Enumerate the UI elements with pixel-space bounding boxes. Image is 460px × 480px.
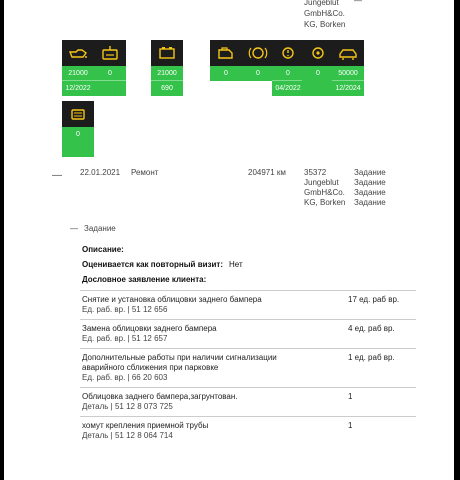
tile-value: 0 xyxy=(272,66,304,81)
previous-entry-dealer xyxy=(304,0,345,30)
entry-date: 22.01.2021 xyxy=(80,168,121,177)
list-item xyxy=(80,387,416,416)
task-toggle[interactable] xyxy=(70,224,116,233)
left-edge xyxy=(0,0,4,480)
service-tile-brake-fluid[interactable] xyxy=(62,101,94,157)
previous-entry-task: — xyxy=(354,0,362,5)
dealer-line: KG, Borken xyxy=(304,20,346,29)
item-quantity: 4 ед. раб вр. xyxy=(348,324,395,333)
list-item xyxy=(80,319,416,348)
tile-value: 21000 xyxy=(151,66,183,81)
entry-mileage: 204971 км xyxy=(248,168,286,177)
item-title: Дополнительные работы при наличии сигнализации аварийного сближения при парковке xyxy=(82,353,277,372)
item-title: Облицовка заднего бампера,загрунтован. xyxy=(82,392,238,401)
repeat-visit-label: Оценивается как повторный визит: xyxy=(82,260,224,269)
item-title: Снятие и установка облицовки заднего бампера xyxy=(82,295,262,304)
task-toggle-label: Задание xyxy=(84,224,116,233)
entry-dealer xyxy=(304,168,345,208)
brake-pad-icon xyxy=(302,40,334,66)
service-tile-brake-pad[interactable] xyxy=(302,40,334,96)
service-tile-engine-oil[interactable] xyxy=(94,40,126,96)
service-tile-brake-disc[interactable] xyxy=(242,40,274,81)
collapse-icon: — xyxy=(70,224,78,233)
dealer-line: GmbH&Co. xyxy=(304,188,345,197)
collapse-toggle-icon[interactable]: — xyxy=(52,170,62,181)
battery-icon xyxy=(151,40,183,66)
service-entry-row[interactable] xyxy=(0,168,460,212)
dealer-line: Jungeblut xyxy=(304,178,339,187)
service-tile-brake-warning[interactable] xyxy=(272,40,304,96)
item-code: Ед. раб. вр. | 51 12 656 xyxy=(82,305,168,314)
brake-disc-icon xyxy=(242,40,274,66)
tile-value: 0 xyxy=(76,131,80,138)
entry-type: Ремонт xyxy=(131,168,159,177)
task-link[interactable]: Задание xyxy=(354,188,386,197)
brake-fluid-icon xyxy=(62,101,94,127)
list-item xyxy=(80,348,416,387)
car-lift-icon xyxy=(332,40,364,66)
dealer-line: KG, Borken xyxy=(304,198,346,207)
service-tile-engine[interactable] xyxy=(210,40,242,81)
tile-date: 12/2022 xyxy=(62,81,94,96)
tile-value: 0 xyxy=(316,70,320,77)
tile-date xyxy=(94,81,126,96)
engine-icon xyxy=(210,40,242,66)
engine-oil-icon xyxy=(94,40,126,66)
item-quantity: 17 ед. раб вр. xyxy=(348,295,400,304)
dealer-line: 35372 xyxy=(304,168,327,177)
task-details xyxy=(82,242,243,287)
dealer-line: Jungeblut xyxy=(304,0,339,7)
tile-value: 0 xyxy=(242,66,274,81)
item-code: Деталь | 51 12 8 064 714 xyxy=(82,431,173,440)
list-item xyxy=(80,416,416,445)
tile-date: 04/2022 xyxy=(272,81,304,96)
list-item xyxy=(80,290,416,319)
tile-value: 50000 xyxy=(332,66,364,81)
item-quantity: 1 xyxy=(348,421,353,430)
tile-value-block xyxy=(62,127,94,157)
tile-date: 12/2024 xyxy=(332,81,364,96)
description-label: Описание: xyxy=(82,245,124,254)
customer-statement-label: Дословное заявление клиента: xyxy=(82,275,207,284)
item-quantity: 1 ед. раб вр. xyxy=(348,353,395,362)
brake-warning-icon xyxy=(272,40,304,66)
task-link[interactable]: Задание xyxy=(354,168,386,177)
item-quantity: 1 xyxy=(348,392,353,401)
tile-value-block xyxy=(302,66,334,96)
right-edge xyxy=(454,0,460,480)
repeat-visit-value: Нет xyxy=(229,260,243,269)
tile-date: 690 xyxy=(151,81,183,96)
item-code: Ед. раб. вр. | 66 20 603 xyxy=(82,373,168,382)
item-code: Деталь | 51 12 8 073 725 xyxy=(82,402,173,411)
oil-can-icon xyxy=(62,40,94,66)
task-link[interactable]: Задание xyxy=(354,198,386,207)
tile-value: 21000 xyxy=(62,66,94,81)
service-tile-inspection[interactable] xyxy=(332,40,364,96)
service-tile-battery[interactable] xyxy=(151,40,183,96)
service-tile-oil[interactable] xyxy=(62,40,94,96)
task-link[interactable]: Задание xyxy=(354,178,386,187)
item-title: Замена облицовки заднего бампера xyxy=(82,324,217,333)
item-title: хомут крепления приемной трубы xyxy=(82,421,209,430)
tile-value: 0 xyxy=(94,66,126,81)
dealer-line: GmbH&Co. xyxy=(304,9,345,18)
work-items-list xyxy=(80,290,416,445)
tile-value: 0 xyxy=(210,66,242,81)
entry-tasks xyxy=(354,168,386,208)
item-code: Ед. раб. вр. | 51 12 657 xyxy=(82,334,168,343)
